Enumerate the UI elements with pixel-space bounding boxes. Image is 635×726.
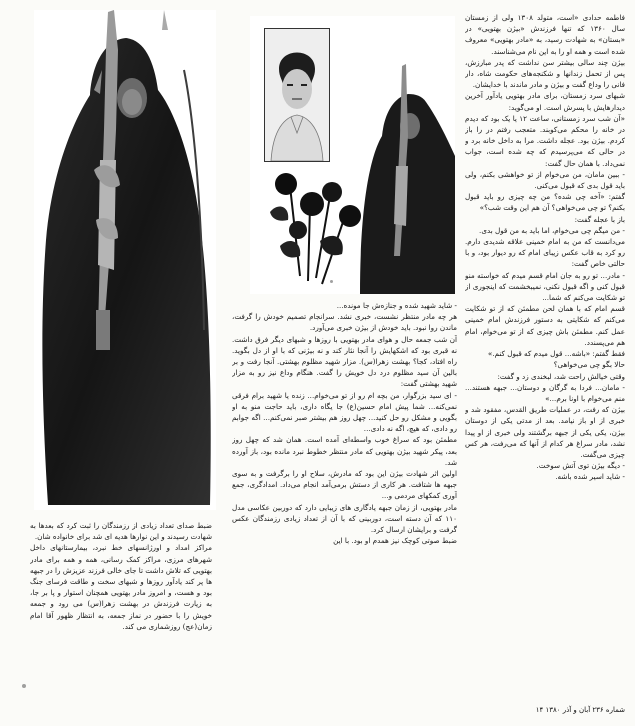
- photo-martyr-portrait-and-mother: [250, 16, 455, 294]
- dialogue-line: وقتی خیالش راحت شد، لبخندی زد و گفت:: [497, 371, 625, 381]
- mother-rifle-illustration: [34, 10, 216, 510]
- dialogue-line: - شاید اسیر شده باشه.: [555, 472, 625, 482]
- dialogue-line: فقط گفتم: «باشه... قول میدم که قبول کنم.»: [487, 349, 625, 359]
- article-paragraph: بیژن چند سالی بیشتر سن نداشت که پدر مبارزش، پس از تحمل زندانها و شکنجه‌های حکومت شاه، دار فانی را وداع گفت و بیژن و مادر ماندند با خدایشان.: [465, 57, 625, 90]
- article-paragraph: مراکز امداد و اورژانسهای خط نبرد، بیمارستانهای داخل شهرهای مرزی، مراکز کمک رسانی، همه و همه برای مادر بهتویی که تلاش داشت تا جای خالی فرزند عزیزش را در جبهه ها پر کند یادآور روزها و شبهای سخت و طاقت فرسای جنگ بود و هست، و امروز مادر بهتویی همچنان استوار و پا بر جا، به زیارت فرزندش در بهشت زهرا(س) می رود و جمعه خویش را با حضور در نماز جمعه، به انتظار ظهور آقا امام زمان(عج) روزشماری می کند.: [30, 543, 212, 631]
- photo-mother-with-rifle: [34, 10, 216, 510]
- article-paragraph: مادر بهتویی، از زمان جبهه یادگاری های زیبایی دارد که دوربین عکاسی مدل ۱۱۰ که آن دسته است، دوربینی که با آن از تعداد زیادی رزمندگان عکس گرفت و برایشان ارسال کرد.: [232, 502, 457, 535]
- dialogue-line: گفتم: «آخه چی شده؟ من چه چیزی رو باید قبول بکنم؟ تو چی می‌خواهی؟ آن هم این وقت شب؟»: [465, 192, 625, 213]
- article-paragraph: ضبط صدای تعداد زیادی از رزمندگان را ثبت کرد که بعدها به شهادت رسیدند و این نوارها هدیه ای شد برای خانواده شان.: [30, 521, 212, 542]
- article-paragraph: فاطمه حدادی «است، متولد ۱۳۰۸ ولی از زمستان سال ۱۳۶۰ که تنها فرزندش «بیژن بهتویی» در «بستان» به شهادت رسید، به «مادر بهتویی» معروف شده است و همه او را به این نام می‌شناسند.: [465, 13, 625, 56]
- article-column-right: [465, 12, 625, 702]
- article-paragraph: شبهای سرد زمستان، برای مادر بهتویی یادآور آخرین دیدارهایش با پسرش است. او می‌گوید:: [465, 91, 625, 112]
- flowers-and-mother-illustration: [250, 16, 455, 294]
- article-paragraph: آن شب جمعه حال و هوای مادر بهتویی با روزها و شبهای دیگر فرق داشت. نه قبری بود که اشکهایش را آنجا نثار کند و نه بیژنی که با او از دل بگوید. راه افتاد، کجا؟ بهشت زهرا(س). مزار شهید مظلوم بهشتی. آنجا رفت و بر بالین آن سید مظلوم درد دل خویش را گفت. هنگام وداع نیز رو به مزار شهید بهشتی گفت:: [232, 334, 457, 389]
- dialogue-line: - مادر... تو رو به جان امام قسم میدم که خواسته منو قبول کنی و اگه قبول نکنی، نمیبخشمت که اینجوری از تو شکایت می‌کنم که شما...: [465, 270, 625, 303]
- dialogue-line: - ای سید بزرگوار، من بچه ام رو از تو می‌خوام... زنده یا شهید برام فرقی نمی‌کنه... شما پیش امام حسین(ع) جا یگاه داری، باید حاجت منو به او بگویی و مشکل رو حل کنید... چهل روز هم بیشتر صبر نمی‌کنم... اگه جوابم رو دادی، که هیچ، اگه نه دادی...: [232, 390, 457, 434]
- dialogue-line: - شاید شهید شده و جنازه‌ش جا مونده...: [336, 301, 457, 310]
- mother-figure: [360, 64, 455, 294]
- article-column-left: [30, 520, 212, 700]
- flowers-decoration: [270, 173, 361, 284]
- dialogue-line: باز با عجله گفت:: [574, 214, 625, 224]
- article-paragraph: هر چه مادر منتظر نشست، خبری نشد. سرانجام تصمیم خودش را گرفت، ماندن روا نبود. باید خودش از بیژن خبری می‌آورد.: [232, 312, 457, 333]
- article-paragraph: «آن شب سرد زمستانی، ساعت ۱۲ یا یک بود که دیدم در خانه را محکم می‌کوبند. متعجب رفتم در را باز کردم. بیژن بود. عجله داشت. مرا به داخل خانه برد و در حالی که می‌پرسیدم که چه شده است، جواب نمی‌داد. با همان حال گفت:: [465, 113, 625, 168]
- article-paragraph: ضبط صوتی کوچک نیز همدم او بود. با این: [333, 536, 457, 546]
- scan-speck: [330, 280, 333, 283]
- scan-speck: [22, 684, 26, 688]
- dialogue-line: - دیگه بیژن توی آتش سوخت.: [536, 461, 625, 471]
- article-paragraph: می‌دانست که من به امام خمینی علاقه شدیدی دارم. رو کرد به قاب عکس زیبای امام که رو دیوار بود، و با حالتی خاص گفت:: [465, 237, 625, 269]
- article-paragraph: قسم امام که با همان لحن مطمئن که از تو شکایت می‌کنم که شکایتی به دستور فرزندش امام خمینی عمل کنم. مطمئن باش چیزی که از تو می‌خوام، امام هم می‌پسندد.: [465, 304, 625, 347]
- dialogue-line: - من میگم چی می‌خوام، اما باید به من قول بدی.: [479, 225, 625, 235]
- article-paragraph: مطمئن بود که سراغ خوب واسطه‌ای آمده است. همان شد که چهل روز بعد، پیکر شهید بیژن بهتویی که مادر منتظر خطوط نبرد مانده بود، باز آورده شد.: [232, 435, 457, 467]
- dialogue-line: - ببین مامان، من می‌خوام از تو خواهشی بکنم، ولی باید قول بدی که قبول می‌کنی.: [465, 169, 625, 191]
- dialogue-line: - مامان... فردا به گرگان و دوستان... جبهه هستند... منم می‌خوام با اونا برم...»: [465, 382, 625, 403]
- article-paragraph: بیژن که رفت، در عملیات طریق القدس، مفقود شد و خبری از او باز نیامد. بعد از مدتی یکی از دوستان بیژن، یکی یکی از جبهه برگشتند ولی خبری از او پیدا نشد، مادر سراغ هر کدام از آنها که می‌رفت، هر کس چیزی می‌گفت.: [465, 405, 625, 459]
- article-paragraph: اولین اثر شهادت بیژن این بود که مادرش، سلاح او را برگرفت و به سوی جبهه ها شتافت. هر کاری از دستش برمی‌آمد انجام می‌داد. امدادگری، جمع آوری کمکهای مردمی و...: [232, 469, 457, 501]
- issue-footer: شماره ۲۳۶ آبان و آذر ۱۳۸۰ ۱۴: [535, 706, 625, 714]
- article-column-middle: [232, 300, 457, 708]
- dialogue-line: حالا بگو چی می‌خواهی؟: [553, 360, 625, 370]
